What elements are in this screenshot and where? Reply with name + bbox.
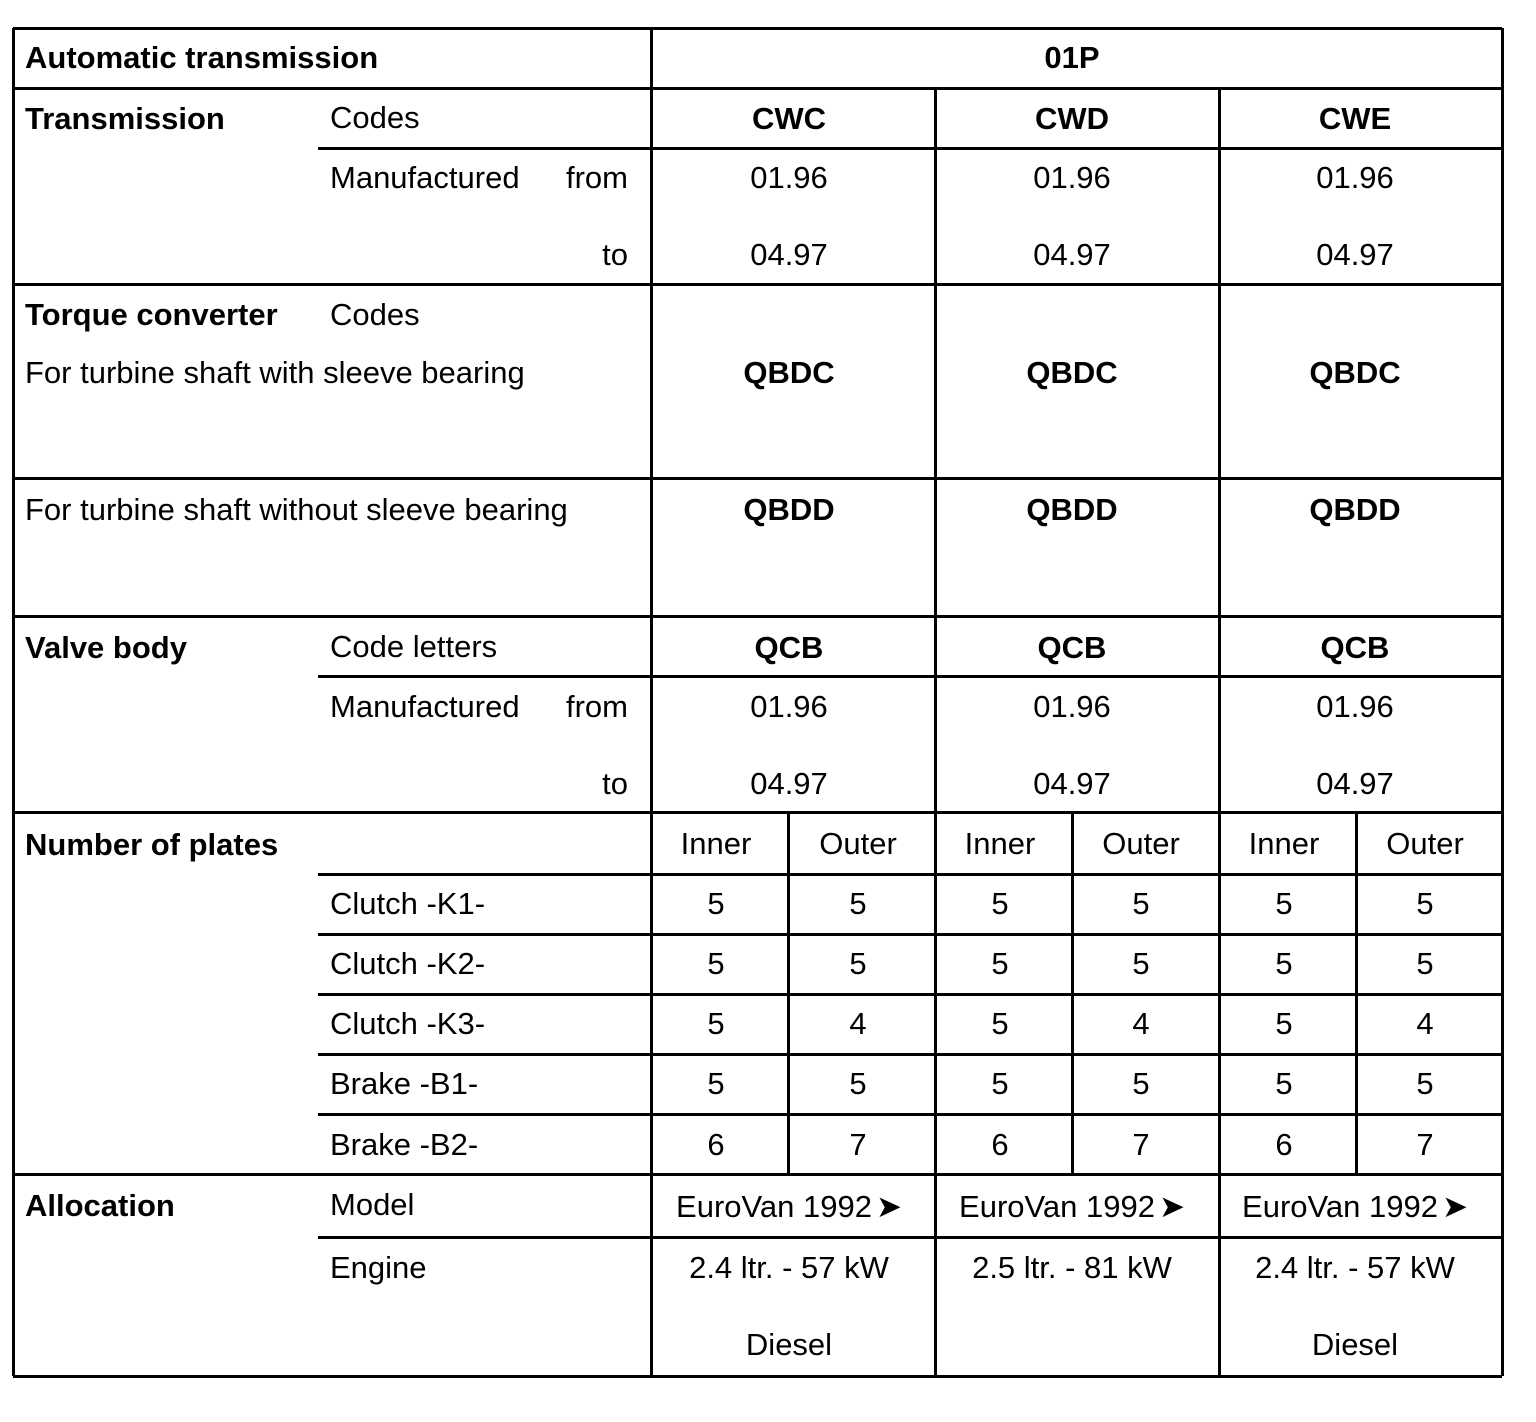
engine-value: 2.4 ltr. - 57 kW bbox=[1255, 1250, 1455, 1285]
model-value bbox=[676, 1189, 902, 1225]
torque-converter-label: Torque converter bbox=[25, 297, 278, 332]
grid-line bbox=[651, 147, 1502, 150]
engine-value: 2.5 ltr. - 81 kW bbox=[972, 1250, 1172, 1285]
grid-line bbox=[13, 477, 1502, 480]
plate-count: 5 bbox=[991, 1006, 1009, 1041]
valve-body-to: 04.97 bbox=[1316, 766, 1394, 801]
outer-header: Outer bbox=[1102, 826, 1180, 861]
with-sleeve-label: For turbine shaft with sleeve bearing bbox=[25, 355, 525, 390]
plate-count: 5 bbox=[1275, 946, 1293, 981]
plate-count: 5 bbox=[991, 946, 1009, 981]
transmission-label: Transmission bbox=[25, 101, 225, 136]
valve-body-from: 01.96 bbox=[1316, 689, 1394, 724]
model-value bbox=[959, 1189, 1185, 1225]
valve-body-label: Valve body bbox=[25, 630, 187, 665]
model-text: EuroVan 1992 bbox=[676, 1189, 872, 1224]
model-value bbox=[1242, 1189, 1468, 1225]
plate-row-name: Clutch -K1- bbox=[330, 886, 486, 921]
with-sleeve-code: QBDC bbox=[743, 355, 835, 390]
plate-count: 6 bbox=[707, 1127, 725, 1162]
arrow-right-icon: ➤ bbox=[1441, 1189, 1468, 1224]
valve-body-to: 04.97 bbox=[750, 766, 828, 801]
plate-count: 5 bbox=[1416, 1066, 1434, 1101]
transmission-code: CWC bbox=[751, 101, 827, 136]
plate-count: 5 bbox=[1275, 1006, 1293, 1041]
transmission-codes-label: Codes bbox=[330, 100, 420, 135]
plate-count: 5 bbox=[1132, 946, 1150, 981]
without-sleeve-code: QBDD bbox=[1026, 492, 1118, 527]
plate-count: 5 bbox=[707, 886, 725, 921]
grid-line bbox=[13, 1173, 1502, 1176]
plate-count: 7 bbox=[1132, 1127, 1150, 1162]
arrow-right-icon: ➤ bbox=[875, 1189, 902, 1224]
header-label: Automatic transmission bbox=[25, 40, 379, 75]
inner-header: Inner bbox=[1248, 826, 1320, 861]
with-sleeve-code: QBDC bbox=[1309, 355, 1401, 390]
plate-count: 4 bbox=[1132, 1006, 1150, 1041]
valve-body-from: 01.96 bbox=[750, 689, 828, 724]
plate-count: 5 bbox=[849, 886, 867, 921]
plate-row-name: Clutch -K2- bbox=[330, 946, 486, 981]
transmission-from-label: from bbox=[566, 160, 628, 195]
transmission-from: 01.96 bbox=[750, 160, 828, 195]
valve-body-code: QCB bbox=[754, 630, 824, 665]
valve-body-code: QCB bbox=[1320, 630, 1390, 665]
plate-count: 7 bbox=[849, 1127, 867, 1162]
plate-count: 5 bbox=[1275, 1066, 1293, 1101]
valve-body-from: 01.96 bbox=[1033, 689, 1111, 724]
plate-count: 5 bbox=[1132, 886, 1150, 921]
transmission-to-label: to bbox=[602, 237, 628, 272]
plate-row-name: Brake -B1- bbox=[330, 1066, 479, 1101]
plate-count: 5 bbox=[1416, 886, 1434, 921]
without-sleeve-code: QBDD bbox=[743, 492, 835, 527]
plate-count: 5 bbox=[1275, 886, 1293, 921]
valve-body-manufactured-label: Manufactured bbox=[330, 689, 520, 724]
transmission-code: CWD bbox=[1034, 101, 1110, 136]
grid-line bbox=[12, 28, 15, 1376]
grid-line bbox=[13, 615, 1502, 618]
grid-line bbox=[1218, 88, 1221, 1376]
grid-line bbox=[1071, 812, 1074, 1174]
without-sleeve-code: QBDD bbox=[1309, 492, 1401, 527]
model-text: EuroVan 1992 bbox=[1242, 1189, 1438, 1224]
inner-header: Inner bbox=[964, 826, 1036, 861]
plate-count: 5 bbox=[991, 1066, 1009, 1101]
plate-count: 5 bbox=[991, 886, 1009, 921]
fuel-value: Diesel bbox=[745, 1327, 833, 1362]
plate-count: 5 bbox=[849, 1066, 867, 1101]
grid-line bbox=[13, 811, 1502, 814]
transmission-to: 04.97 bbox=[1316, 237, 1394, 272]
engine-value: 2.4 ltr. - 57 kW bbox=[689, 1250, 889, 1285]
transmission-to: 04.97 bbox=[1033, 237, 1111, 272]
plate-count: 5 bbox=[1132, 1066, 1150, 1101]
outer-header: Outer bbox=[1386, 826, 1464, 861]
grid-line bbox=[318, 675, 1502, 678]
plate-count: 4 bbox=[849, 1006, 867, 1041]
valve-body-codes-label: Code letters bbox=[330, 629, 498, 664]
grid-line bbox=[318, 1113, 1502, 1116]
grid-line bbox=[318, 873, 1502, 876]
plates-label: Number of plates bbox=[25, 827, 279, 862]
grid-line bbox=[787, 812, 790, 1174]
grid-line bbox=[13, 1375, 1502, 1378]
model-label: Model bbox=[330, 1187, 415, 1222]
grid-line bbox=[318, 993, 1502, 996]
valve-body-from-label: from bbox=[566, 689, 628, 724]
grid-line bbox=[318, 933, 1502, 936]
transmission-to: 04.97 bbox=[750, 237, 828, 272]
plate-count: 4 bbox=[1416, 1006, 1434, 1041]
plate-count: 5 bbox=[849, 946, 867, 981]
engine-label: Engine bbox=[330, 1250, 427, 1285]
transmission-code: CWE bbox=[1318, 101, 1392, 136]
plate-count: 5 bbox=[707, 1006, 725, 1041]
grid-line bbox=[1355, 812, 1358, 1174]
transmission-from: 01.96 bbox=[1316, 160, 1394, 195]
transmission-from: 01.96 bbox=[1033, 160, 1111, 195]
with-sleeve-code: QBDC bbox=[1026, 355, 1118, 390]
allocation-label: Allocation bbox=[25, 1188, 175, 1223]
plate-count: 5 bbox=[1416, 946, 1434, 981]
without-sleeve-label: For turbine shaft without sleeve bearing bbox=[25, 492, 568, 527]
plate-count: 5 bbox=[707, 946, 725, 981]
valve-body-to-label: to bbox=[602, 766, 628, 801]
valve-body-to: 04.97 bbox=[1033, 766, 1111, 801]
valve-body-code: QCB bbox=[1037, 630, 1107, 665]
plate-count: 6 bbox=[991, 1127, 1009, 1162]
arrow-right-icon: ➤ bbox=[1158, 1189, 1185, 1224]
grid-line bbox=[318, 1053, 1502, 1056]
inner-header: Inner bbox=[680, 826, 752, 861]
fuel-value: Diesel bbox=[1311, 1327, 1399, 1362]
torque-converter-codes-label: Codes bbox=[330, 297, 420, 332]
grid-line bbox=[13, 27, 1502, 30]
plate-row-name: Clutch -K3- bbox=[330, 1006, 486, 1041]
plate-count: 5 bbox=[707, 1066, 725, 1101]
transmission-manufactured-label: Manufactured bbox=[330, 160, 520, 195]
plate-row-name: Brake -B2- bbox=[330, 1127, 479, 1162]
grid-line bbox=[13, 283, 1502, 286]
grid-line bbox=[318, 1236, 1502, 1239]
plate-count: 7 bbox=[1416, 1127, 1434, 1162]
header-value: 01P bbox=[1044, 40, 1100, 75]
grid-line bbox=[13, 87, 1502, 90]
grid-line bbox=[934, 88, 937, 1376]
outer-header: Outer bbox=[819, 826, 897, 861]
model-text: EuroVan 1992 bbox=[959, 1189, 1155, 1224]
grid-line bbox=[650, 28, 653, 1376]
grid-line bbox=[1501, 28, 1504, 1376]
plate-count: 6 bbox=[1275, 1127, 1293, 1162]
